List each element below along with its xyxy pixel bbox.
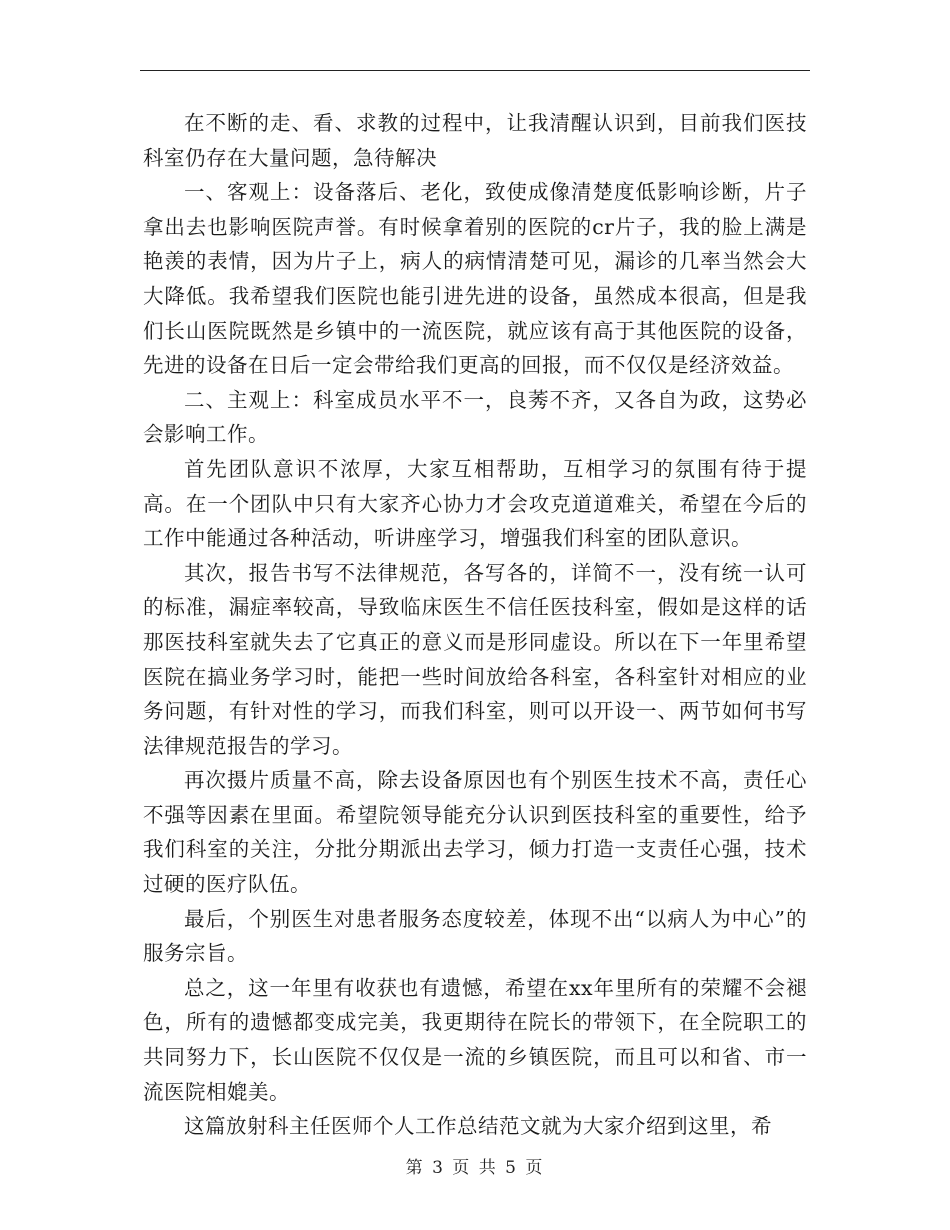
- paragraph-intro: 在不断的走、看、求教的过程中，让我清醒认识到，目前我们医技科室仍存在大量问题，急待解决: [143, 111, 807, 170]
- document-body: [143, 106, 807, 1144]
- paragraph-summary: 总之，这一年里有收获也有遗憾，希望在xx年里所有的荣耀不会褪色，所有的遗憾都变成完美，我更期待在院长的带领下，在全院职工的共同努力下，长山医院不仅仅是一流的乡镇医院，而且可以和省、市一流医院相媲美。: [143, 975, 807, 1104]
- page-number: 第 3 页 共 5 页: [405, 1158, 545, 1178]
- paragraph-service-attitude: 最后，个别医生对患者服务态度较差，体现不出“以病人为中心”的服务宗旨。: [143, 906, 807, 966]
- paragraph-film-quality: 再次摄片质量不高，除去设备原因也有个别医生技术不高，责任心不强等因素在里面。希望院领导能充分认识到医技科室的重要性，给予我们科室的关注，分批分期派出去学习，倾力打造一支责任心强，技术过硬的医疗队伍。: [143, 768, 807, 897]
- paragraph-report-writing: 其次，报告书写不法律规范，各写各的，详简不一，没有统一认可的标准，漏症率较高，导致临床医生不信任医技科室，假如是这样的话那医技科室就失去了它真正的意义而是形同虚设。所以在下一年里希望医院在搞业务学习时，能把一些时间放给各科室，各科室针对相应的业务问题，有针对性的学习，而我们科室，则可以开设一、两节如何书写法律规范报告的学习。: [143, 560, 807, 758]
- paragraph-subjective-issues: 二、主观上：科室成员水平不一，良莠不齐，又各自为政，这势必会影响工作。: [143, 387, 807, 447]
- paragraph-closing: 这篇放射科主任医师个人工作总结范文就为大家介绍到这里，希: [184, 1114, 772, 1139]
- header-rule: [140, 70, 810, 71]
- paragraph-objective-issues: 一、客观上：设备落后、老化，致使成像清楚度低影响诊断，片子拿出去也影响医院声誉。有时候拿着别的医院的cr片子，我的脸上满是艳羡的表情，因为片子上，病人的病情清楚可见，漏诊的几率当然会大大降低。我希望我们医院也能引进先进的设备，虽然成本很高，但是我们长山医院既然是乡镇中的一流医院，就应该有高于其他医院的设备，先进的设备在日后一定会带给我们更高的回报，而不仅仅是经济效益。: [143, 180, 807, 378]
- paragraph-team-awareness: 首先团队意识不浓厚，大家互相帮助，互相学习的氛围有待于提高。在一个团队中只有大家齐心协力才会攻克道道难关，希望在今后的工作中能通过各种活动，听讲座学习，增强我们科室的团队意识。: [143, 456, 807, 551]
